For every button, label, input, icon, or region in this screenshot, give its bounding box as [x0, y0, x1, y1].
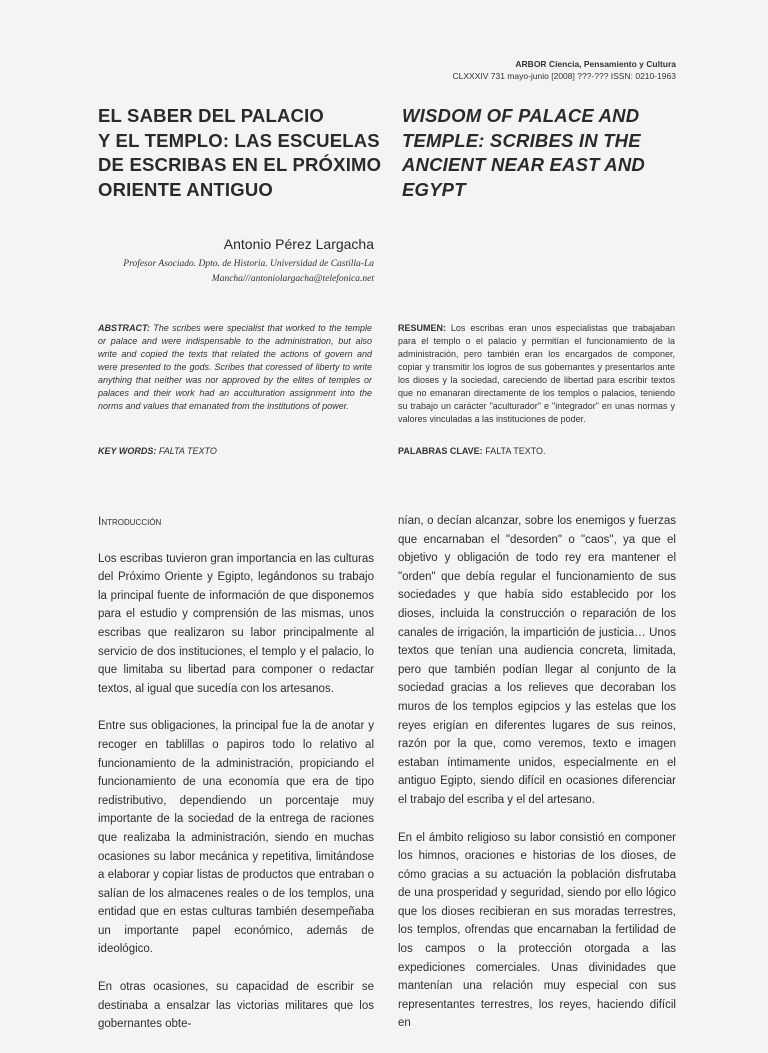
keywords-label: KEY WORDS: [98, 446, 157, 456]
author-name: Antonio Pérez Largacha [223, 236, 374, 252]
journal-issue: CLXXXIV 731 mayo-junio [2008] ???-??? ISSN: 0210-1963 [452, 71, 676, 81]
body-paragraph: En el ámbito religioso su labor consistió en componer los himnos, oraciones e historias de los dioses, de cómo gracias a su actuación la población disfrutaba de una prosperidad y seguridad, siendo por ello lógico que los dioses recibieran en sus moradas terrestres, los templos, ofrendas que encarnaban la fertilidad de los campos o la protección otorgada a las expediciones comerciales. Unas divinidades que mantenían una relación muy especial con sus representantes terrestres, los reyes, haciendo difícil en [398, 831, 676, 1030]
title-spanish [98, 104, 388, 202]
title-en-line: WISDOM OF PALACE AND [402, 105, 640, 126]
keywords-text: FALTA TEXTO [158, 446, 217, 456]
abstract [98, 322, 372, 413]
resumen [398, 322, 675, 426]
body-paragraph: Los escribas tuvieron gran importancia en las culturas del Próximo Oriente y Egipto, legándonos su trabajo la principal fuente de información de que disponemos para el estudio y comprensión de las mismas, unos escribas que realizaron su labor principalmente al servicio de dos instituciones, el templo y el palacio, lo que limitaba su libertad para componer o redactar textos, al igual que sucedía con los artesanos. [98, 552, 374, 695]
abstract-label: ABSTRACT: [98, 323, 150, 333]
title-en-line: TEMPLE: SCRIBES IN THE [402, 129, 641, 151]
resumen-label: RESUMEN: [398, 323, 447, 333]
title-es-line: EL SABER DEL PALACIO [98, 105, 325, 126]
title-es-line: ORIENTE ANTIGUO [98, 178, 273, 200]
palabras-clave-text: FALTA TEXTO. [485, 446, 546, 456]
title-en-line: ANCIENT NEAR EAST AND [402, 154, 645, 175]
abstract-text: The scribes were specialist that worked to the temple or palace and were indispensable to the administration, but also write and copied the texts that related the actions of govern and were presented to the gods. Scribes that coressed of liberty to write anything that neither was nor approved by the elites of temples or palaces and their work had an acculturation assignment into the norms and values that emanated from the institutions of power. [98, 323, 372, 411]
body-paragraph: nían, o decían alcanzar, sobre los enemigos y fuerzas que encarnaban el "desorden" o "caos", ya que el objetivo y obligación de todo rey era mantener el "orden" que debía regular el funcionamiento de sus sociedades y que había sido establecido por los dioses, incluida la construcción o reparación de los canales de irrigación, la impartición de justicia… Unos textos que tenían una audiencia concreta, limitada, pero que también podían llegar al conjunto de la sociedad gracias a los relieves que decoraban los muros de los templos egipcios y las estelas que los reyes erigían en diferentes lugares de sus reinos, razón por la que, como veremos, texto e imagen estaban íntimamente unidos, especialmente en el antiguo Egipto, siendo difícil en ocasiones diferenciar el trabajo del escriba y el del artesano. [398, 515, 676, 806]
author-affiliation: Profesor Asociado. Dpto. de Historia. Universidad de Castilla-La Mancha///antoniolargacha@telefonica.net [123, 259, 374, 284]
body-column-right [398, 512, 676, 1052]
section-heading: Introducción [98, 514, 162, 528]
resumen-text: Los escribas eran unos especialistas que trabajaban para el templo o el palacio y permitían el funcionamiento de la administración, pero también eran los encargados de componer, copiar y transmitir los logros de sus gobernantes y presentarlos ante los dioses y la sociedad, careciendo de libertad para escribir textos que no emanaran directamente de los templos o palacios, teniendo su trabajo un carácter "aculturador" e "integrador" en unas normas y valores vinculadas a las instituciones de poder. [398, 323, 675, 424]
palabras-clave-label: PALABRAS CLAVE: [398, 446, 483, 456]
journal-name: ARBOR Ciencia, Pensamiento y Cultura [515, 59, 676, 69]
journal-header [452, 58, 676, 82]
title-es-line: Y EL TEMPLO: LAS ESCUELAS [98, 129, 380, 151]
title-es-line: DE ESCRIBAS EN EL PRÓXIMO [98, 154, 382, 175]
keywords [98, 446, 372, 456]
title-en-line: EGYPT [402, 178, 466, 200]
palabras-clave [398, 446, 675, 456]
body-column-left [98, 512, 374, 1053]
body-paragraph: En otras ocasiones, su capacidad de escribir se destinaba a ensalzar las victorias militares que los gobernantes obte- [98, 981, 374, 1031]
body-paragraph: Entre sus obligaciones, la principal fue la de anotar y recoger en tablillas o papiros todo lo relativo al funcionamiento de la administración, propiciando el funcionamiento de una economía que era de tipo redistributivo, dependiendo un porcentaje muy importante de la sociedad de la entrega de raciones que realizaba la administración, siendo en muchas ocasiones su labor mecánica y repetitiva, limitándose a elaborar y copiar listas de productos que entraban o salían de los almacenes reales o de los templos, una entidad que en estas culturas también desempeñaba un importante papel económico, además de ideológico. [98, 720, 374, 956]
title-english [402, 104, 692, 202]
